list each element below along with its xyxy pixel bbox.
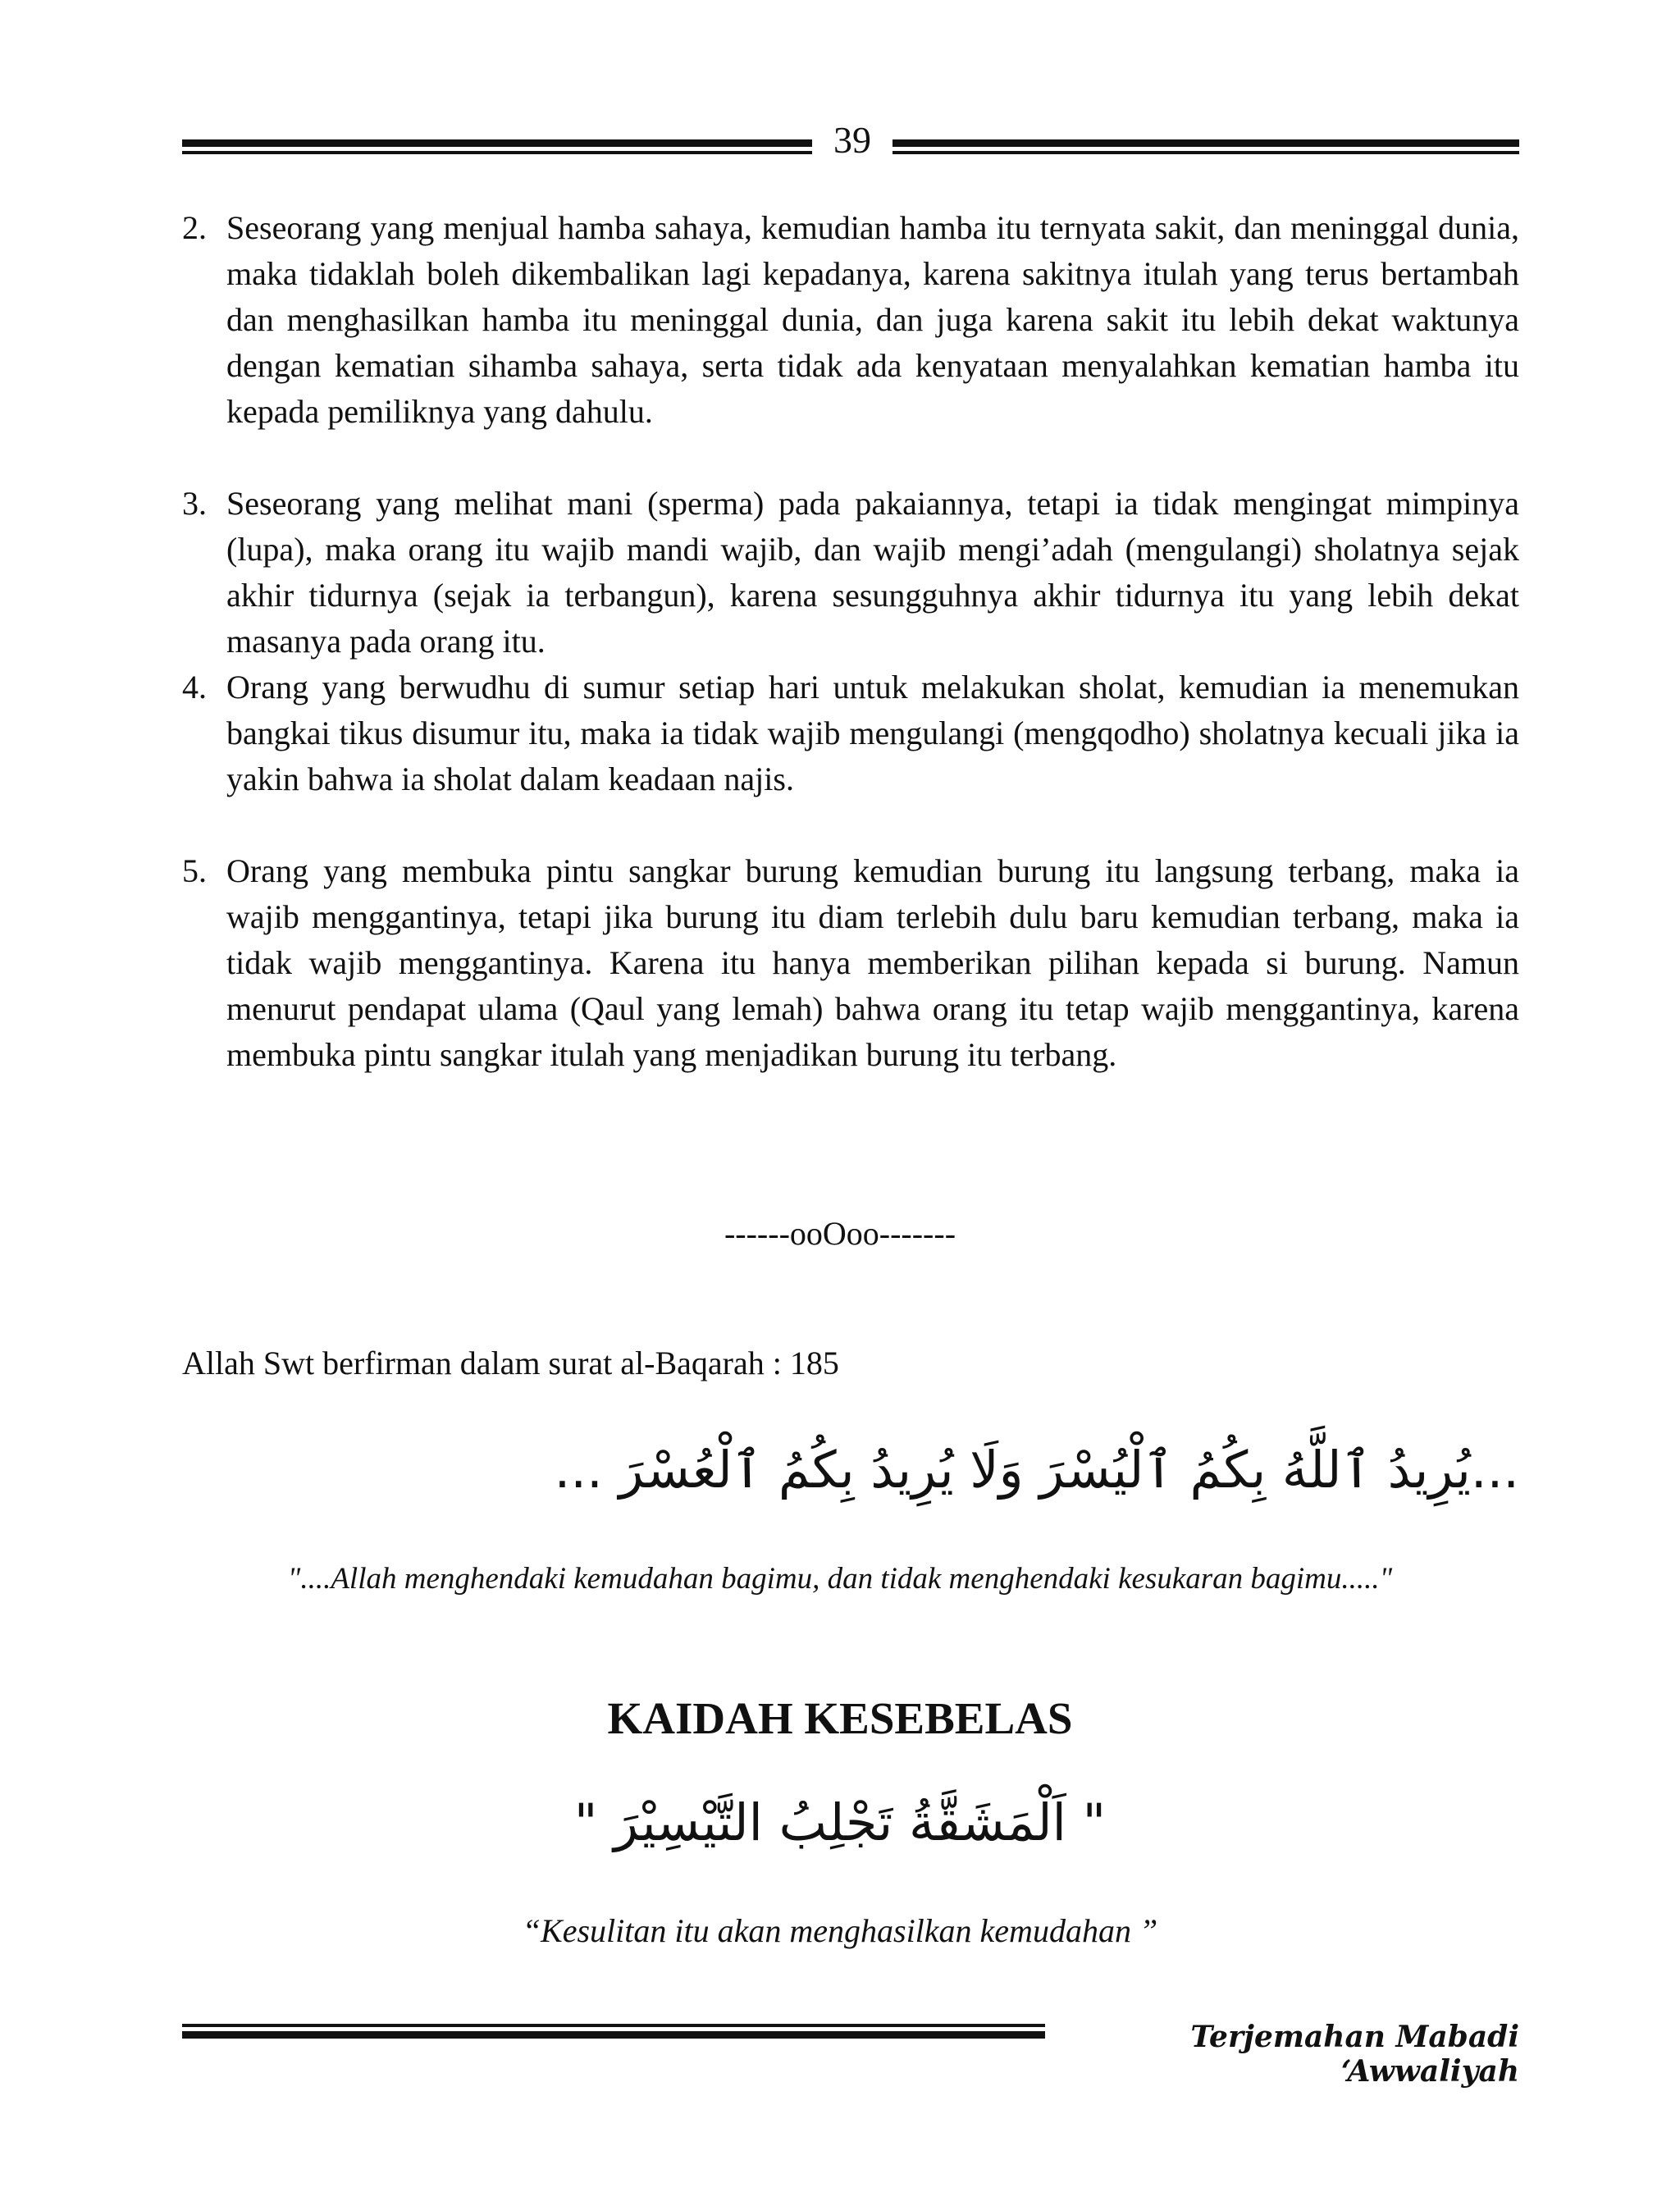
header-rule-right <box>892 139 1519 164</box>
item-number: 3. <box>182 485 207 522</box>
list-item <box>182 664 1519 802</box>
item-text: Orang yang membuka pintu sangkar burung kemudian burung itu langsung terbang, maka ia wajib menggantinya, tetapi jika burung itu diam terlebih dulu baru kemudian terbang, maka ia tidak wajib menggantinya. Karena itu hanya memberikan pilihan kepada si burung. Namun menurut pendapat ulama (Qaul yang lemah) bahwa orang itu tetap wajib menggantinya, karena membuka pintu sangkar itulah yang menjadikan burung itu terbang. <box>226 852 1519 1073</box>
item-text: Orang yang berwudhu di sumur setiap hari untuk melakukan sholat, kemudian ia menemukan bangkai tikus disumur itu, maka ia tidak wajib mengulangi (mengqodho) sholatnya kecuali jika ia yakin bahwa ia sholat dalam keadaan najis. <box>226 669 1519 797</box>
body-list <box>182 205 1519 1078</box>
verse-intro: Allah Swt berfirman dalam surat al-Baqarah : 185 <box>182 1345 839 1381</box>
page-number: 39 <box>833 119 871 161</box>
arabic-verse: ...يُرِيدُ ٱللَّهُ بِكُمُ ٱلْيُسْرَ وَلَا يُرِيدُ بِكُمُ ٱلْعُسْرَ ... <box>554 1440 1519 1500</box>
list-item <box>182 481 1519 664</box>
header-rule-left <box>182 139 812 164</box>
verse-translation: "....Allah menghendaki kemudahan bagimu, dan tidak menghendaki kesukaran bagimu....." <box>287 1562 1393 1596</box>
list-item <box>182 848 1519 1078</box>
section-separator: ------ooOoo------- <box>724 1215 956 1252</box>
list-item <box>182 205 1519 435</box>
item-number: 2. <box>182 209 207 246</box>
footer-book-title: Terjemahan Mabadi ‘Awwaliyah <box>1190 2020 1519 2089</box>
item-number: 5. <box>182 852 207 889</box>
item-number: 4. <box>182 669 207 706</box>
footer-rule <box>182 2024 1045 2039</box>
arabic-rule: " اَلْمَشَقَّةُ تَجْلِبُ التَّيْسِيْرَ " <box>573 1792 1107 1852</box>
rule-meaning: “Kesulitan itu akan menghasilkan kemudahan ” <box>522 1912 1158 1949</box>
section-title: KAIDAH KESEBELAS <box>607 1693 1073 1743</box>
item-text: Seseorang yang menjual hamba sahaya, kemudian hamba itu ternyata sakit, dan meninggal dunia, maka tidaklah boleh dikembalikan lagi kepadanya, karena sakitnya itulah yang terus bertambah dan menghasilkan hamba itu meninggal dunia, dan juga karena sakit itu lebih dekat waktunya dengan kematian sihamba sahaya, serta tidak ada kenyataan menyalahkan kematian hamba itu kepada pemiliknya yang dahulu. <box>226 209 1519 430</box>
item-text: Seseorang yang melihat mani (sperma) pada pakaiannya, tetapi ia tidak mengingat mimpinya (lupa), maka orang itu wajib mandi wajib, dan wajib mengi’adah (mengulangi) sholatnya sejak akhir tidurnya (sejak ia terbangun), karena sesungguhnya akhir tidurnya itu yang lebih dekat masanya pada orang itu. <box>226 485 1519 660</box>
